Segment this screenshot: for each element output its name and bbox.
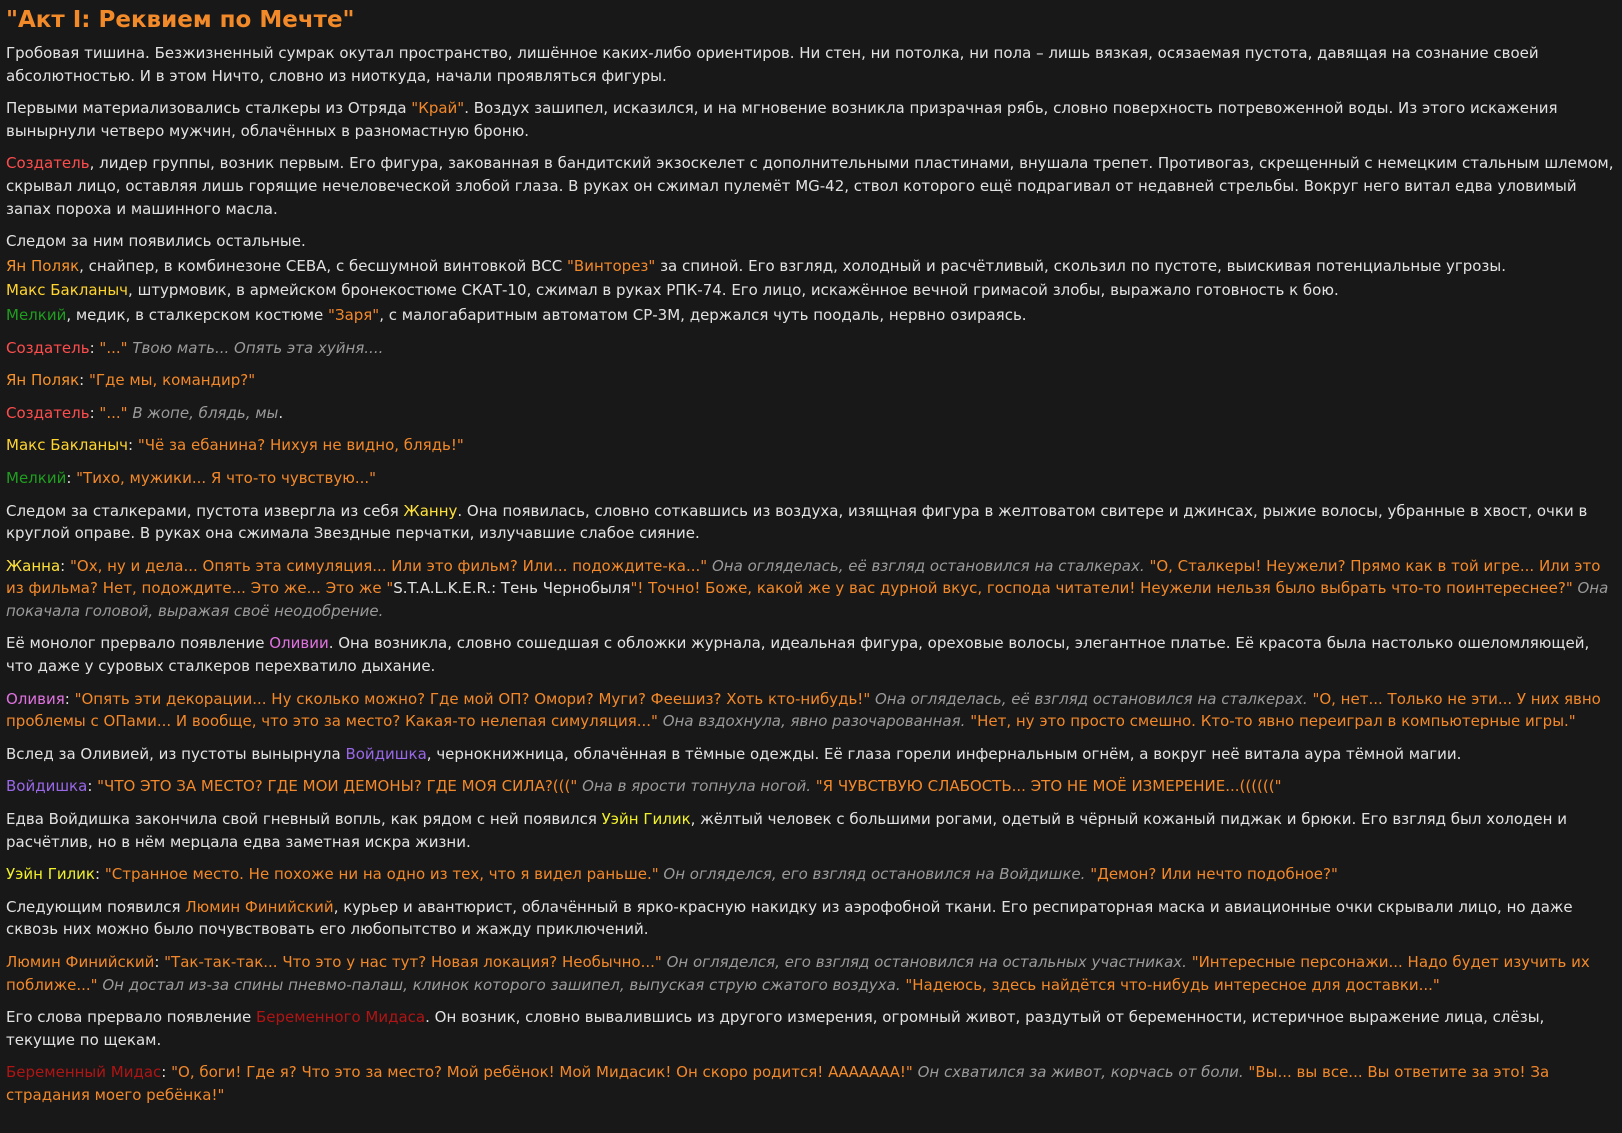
narration-text: Гробовая тишина. Безжизненный сумрак окутал пространство, лишённое каких-либо ориентиров. Ни стен, ни потолка, ни пола – лишь вязкая, осязаемая пустота, давящая на сознание своей абсолютностью. И в этом Ничто, словно из ниоткуда, начали проявляться фигуры. xyxy=(6,44,1544,85)
narration-text: , жёлтый человек с большими рогами, одетый в чёрный кожаный пиджак и брюки. Его взгляд был холоден и расчётлив, но в нём мерцала едва заметная искра жизни. xyxy=(6,810,1572,851)
character-name: Создатель xyxy=(6,338,90,357)
story-paragraph xyxy=(6,152,1619,220)
story-paragraph xyxy=(6,951,1616,996)
dialogue-quote: "Так-так-так... Что это у нас тут? Новая локация? Необычно..." xyxy=(164,953,662,971)
story-paragraph xyxy=(6,434,1616,457)
character-name: Люмин Финийский xyxy=(6,953,155,971)
story-paragraph xyxy=(6,743,1616,766)
dialogue-quote: "Ох, ну и дела... Опять эта симуляция... Или это фильм? Или... подождите-ка..." xyxy=(69,556,708,575)
story-paragraph xyxy=(6,230,1616,253)
story-paragraph xyxy=(6,500,1616,545)
dialogue-quote: "Вы... вы все... Вы ответите за это! За страдания моего ребёнка!" xyxy=(6,1063,1554,1104)
character-name: Оливия xyxy=(6,689,65,708)
character-name: Войдишка xyxy=(6,777,88,796)
dialogue-quote: "Я ЧУВСТВУЮ СЛАБОСТЬ... ЭТО НЕ МОЁ ИЗМЕРЕНИЕ...((((((" xyxy=(815,777,1282,796)
stage-direction: Она огляделась, её взгляд остановился на сталкерах. xyxy=(712,556,1145,575)
character-name: Уэйн Гилик xyxy=(6,865,95,884)
story-paragraph xyxy=(6,808,1616,853)
narration-text: Его слова прервало появление xyxy=(6,1008,256,1027)
narration-text: . Он возник, словно вывалившись из другого измерения, огромный живот, раздутый от беременности, истеричное выражение лица, слёзы, текущие по щекам. xyxy=(6,1008,1550,1049)
dialogue-quote: "! Точно! Боже, какой же у вас дурной вкус, господа читатели! Неужели нельзя было выбрать что-то поинтереснее?" xyxy=(630,579,1573,598)
stage-direction: Он схватился за живот, корчась от боли. xyxy=(917,1063,1244,1082)
stage-direction: Он достал из-за спины пневмо-палаш, клинок которого зашипел, выпуская струю сжатого воздуха. xyxy=(102,975,901,994)
narration-text: , медик, в сталкерском костюме xyxy=(66,305,329,324)
character-name: Оливии xyxy=(269,634,329,653)
dialogue-quote: "Тихо, мужики... Я что-то чувствую..." xyxy=(76,468,377,487)
dialogue-quote: "О, боги! Где я? Что это за место? Мой ребёнок! Мой Мидасик! Он скоро родится! ААААААА!" xyxy=(171,1063,913,1082)
narration-text: Едва Войдишка закончила свой гневный вопль, как рядом с ней появился xyxy=(6,810,602,829)
dialogue-quote: "Чё за ебанина? Нихуя не видно, блядь!" xyxy=(137,436,464,455)
narration-text: . Она возникла, словно сошедшая с обложки журнала, идеальная фигура, ореховые волосы, элегантное платье. Её красота была настолько ошеломляющей, что даже у суровых сталкеров перехватило дыхание. xyxy=(6,634,1595,676)
stage-direction: Он огляделся, его взгляд остановился на Войдишке. xyxy=(663,865,1086,884)
story-body xyxy=(6,42,1619,1107)
narration-text: , штурмовик, в армейском бронекостюме СКАТ-10, сжимал в руках РПК-74. Его лицо, искажённое вечной гримасой злобы, выражало готовность к бою. xyxy=(128,281,1339,300)
dialogue-quote: "Опять эти декорации... Ну сколько можно? Где мой ОП? Омори? Муги? Феешиз? Хоть кто-нибудь!" xyxy=(74,689,871,708)
story-paragraph xyxy=(6,555,1616,623)
narration-text: : xyxy=(66,468,77,487)
story-paragraph xyxy=(6,632,1616,677)
narration-text: S.T.A.L.K.E.R.: Тень Чернобыля xyxy=(393,579,631,598)
dialogue-quote: "ЧТО ЭТО ЗА МЕСТО? ГДЕ МОИ ДЕМОНЫ? ГДЕ МОЯ СИЛА?(((" xyxy=(97,777,578,796)
stage-direction: Твою мать... Опять эта хуйня.... xyxy=(132,338,384,357)
character-name: Макс Бакланыч xyxy=(6,281,129,300)
narration-text: : xyxy=(64,689,75,708)
stage-direction: Она в ярости топнула ногой. xyxy=(582,777,811,796)
dialogue-quote: "Интересные персонажи... Надо будет изучить их поближе..." xyxy=(6,953,1595,994)
narration-text: , с малогабаритным автоматом СР-3М, держался чуть поодаль, нервно озираясь. xyxy=(379,305,1027,324)
narration-text: . Она появилась, словно соткавшись из воздуха, изящная фигура в желтоватом свитере и джинсах, рыжие волосы, убранные в хвост, очки в круглой оправе. В руках она сжимала Звездные перчатки, излучавшие слабое сияние. xyxy=(6,501,1593,543)
story-paragraph xyxy=(6,255,1616,278)
narration-text: , курьер и авантюрист, облачённый в ярко-красную накидку из аэрофобной ткани. Его респираторная маска и авиационные очки скрывали лицо, но даже сквозь них можно было почувствовать его любопытство и жажду приключений. xyxy=(6,897,1578,939)
story-paragraph xyxy=(6,97,1616,142)
narration-text: : xyxy=(89,338,100,357)
character-name: "Винторез" xyxy=(567,256,656,275)
narration-text: Следом за сталкерами, пустота извергла из себя xyxy=(6,501,404,520)
narration-text: , чернокнижница, облачённая в тёмные одежды. Её глаза горели инфернальным огнём, а вокруг неё витала аура тёмной магии. xyxy=(426,744,1462,763)
narration-text: : xyxy=(87,777,98,796)
character-name: Войдишка xyxy=(345,744,427,763)
story-paragraph xyxy=(6,42,1616,87)
character-name: Создатель xyxy=(6,154,90,173)
narration-text: . Воздух зашипел, исказился, и на мгновение возникла призрачная рябь, словно поверхность потревоженной воды. Из этого искажения вынырнули четверо мужчин, облачённых в разномастную броню. xyxy=(6,99,1563,140)
character-name: "Край" xyxy=(411,99,465,118)
stage-direction: Она покачала головой, выражая своё неодобрение. xyxy=(6,579,1614,620)
character-name: Люмин Финийский xyxy=(185,897,334,916)
dialogue-quote: "О, нет... Только не эти... У них явно проблемы с ОПами... И вообще, что это за место? Какая-то нелепая симуляция..." xyxy=(6,689,1606,731)
character-name: Ян Поляк xyxy=(6,371,80,390)
narration-text: : xyxy=(154,953,165,971)
narration-text: , лидер группы, возник первым. Его фигура, закованная в бандитский экзоскелет с дополнительными пластинами, внушала трепет. Противогаз, скрещенный с немецким стальным шлемом, скрывал лицо, оставляя лишь горящие нечеловеческой злобой глаза. В руках он сжимал пулемёт MG-42, ствол которого ещё подрагивал от недавней стрельбы. Вокруг него витал едва уловимый запах пороха и машинного масла. xyxy=(6,154,1619,218)
narration-text: : xyxy=(128,436,138,455)
character-name: Мелкий xyxy=(6,468,67,487)
character-name: Беременный Мидас xyxy=(6,1063,162,1082)
story-paragraph xyxy=(6,688,1616,733)
character-name: Беременного Мидаса xyxy=(255,1008,426,1027)
character-name: Макс Бакланыч xyxy=(6,436,129,455)
story-paragraph xyxy=(6,1061,1616,1106)
dialogue-quote: "Странное место. Не похоже ни на одно из тех, что я видел раньше." xyxy=(104,865,659,884)
story-paragraph xyxy=(6,896,1616,941)
character-name: Создатель xyxy=(6,403,90,422)
dialogue-quote: "Где мы, командир?" xyxy=(88,371,256,390)
stage-direction: Она вздохнула, явно разочарованная. xyxy=(662,712,966,731)
narration-text: . xyxy=(278,403,284,422)
stage-direction: Она огляделась, её взгляд остановился на сталкерах. xyxy=(875,689,1308,708)
story-paragraph xyxy=(6,1006,1616,1051)
story-paragraph xyxy=(6,337,1616,360)
story-paragraph xyxy=(6,304,1616,327)
character-name: Жанна xyxy=(6,556,61,575)
story-paragraph xyxy=(6,279,1616,302)
dialogue-quote: "..." xyxy=(99,338,128,357)
narration-text: , снайпер, в комбинезоне СЕВА, с бесшумной винтовкой ВСС xyxy=(79,256,568,275)
story-paragraph xyxy=(6,369,1616,392)
character-name: Мелкий xyxy=(6,305,67,324)
narration-text: Следующим появился xyxy=(6,897,186,916)
story-paragraph xyxy=(6,775,1616,798)
stage-direction: Он огляделся, его взгляд остановился на остальных участниках. xyxy=(666,953,1187,971)
story-paragraph xyxy=(6,863,1616,886)
character-name: Ян Поляк xyxy=(6,256,80,275)
narration-text: : xyxy=(95,865,105,884)
narration-text: Её монолог прервало появление xyxy=(6,634,270,653)
narration-text: : xyxy=(79,371,89,390)
narration-text: : xyxy=(89,403,100,422)
character-name: Уэйн Гилик xyxy=(601,810,691,829)
story-paragraph xyxy=(6,402,1616,425)
character-name: "Заря" xyxy=(328,305,380,324)
dialogue-quote: "Нет, ну это просто смешно. Кто-то явно переиграл в компьютерные игры." xyxy=(970,712,1576,731)
narration-text: Первыми материализовались сталкеры из Отряда xyxy=(6,99,412,118)
character-name: Жанну xyxy=(403,501,458,520)
dialogue-quote: "О, Сталкеры! Неужели? Прямо как в той игре... Или это из фильма? Нет, подождите... Это же... Это же " xyxy=(6,556,1606,598)
narration-text: : xyxy=(161,1063,172,1082)
narration-text: : xyxy=(60,556,70,575)
narration-text: Следом за ним появились остальные. xyxy=(6,232,306,251)
act-title: "Акт I: Реквием по Мечте" xyxy=(6,7,355,33)
narration-text: Вслед за Оливией, из пустоты вынырнула xyxy=(6,744,346,763)
narration-text: за спиной. Его взгляд, холодный и расчётливый, скользил по пустоте, выискивая потенциальные угрозы. xyxy=(655,256,1507,275)
stage-direction: В жопе, блядь, мы xyxy=(132,403,279,422)
dialogue-quote: "..." xyxy=(99,403,128,422)
dialogue-quote: "Надеюсь, здесь найдётся что-нибудь интересное для доставки..." xyxy=(905,975,1440,994)
story-paragraph xyxy=(6,467,1616,490)
dialogue-quote: "Демон? Или нечто подобное?" xyxy=(1090,865,1338,884)
